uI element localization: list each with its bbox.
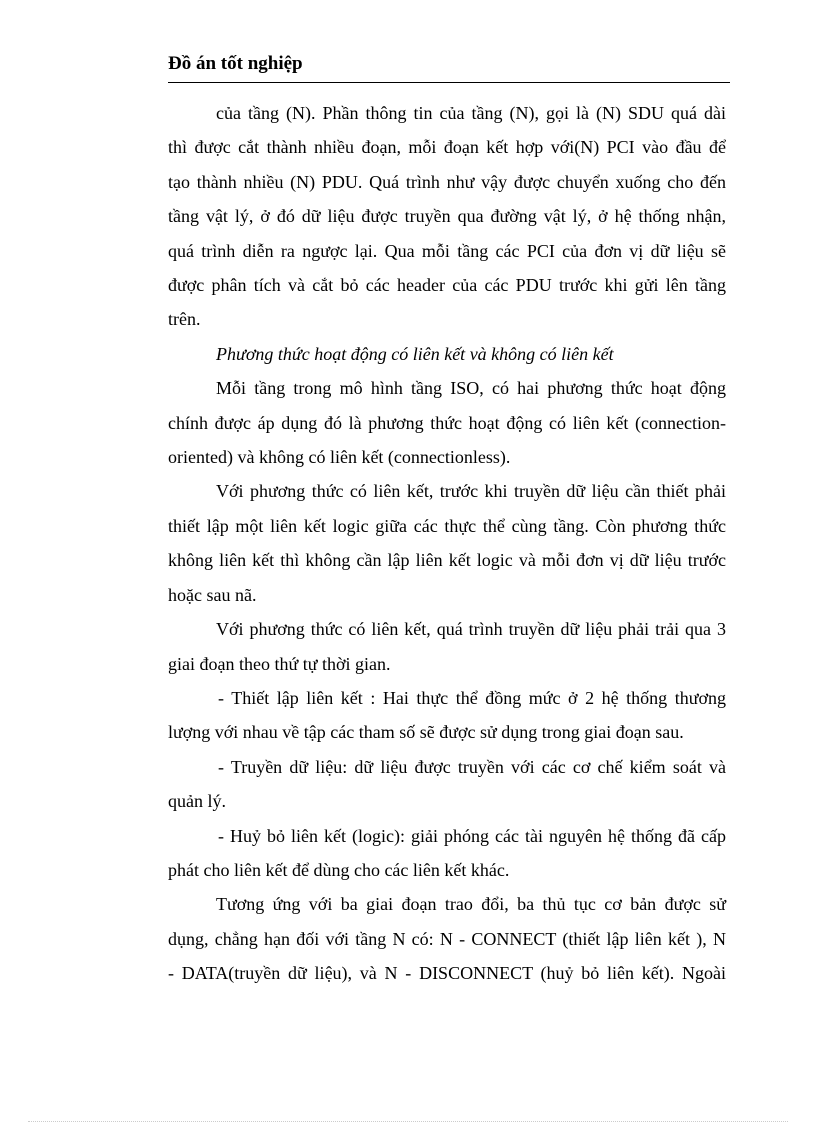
text-line: oriented) và không có liên kết (connectionless). [168, 447, 511, 468]
text-line: Phương thức hoạt động có liên kết và không có liên kết [216, 343, 614, 364]
text-line: tầng vật lý, ở đó dữ liệu được truyền qua đường vật lý, ở hệ thống nhận, [168, 206, 726, 227]
list-item [168, 750, 726, 819]
text-line: Với phương thức có liên kết, quá trình truyền dữ liệu phải trải qua 3 [216, 619, 726, 640]
text-line: thiết lập một liên kết logic giữa các thực thể cùng tầng. Còn phương thức [168, 515, 726, 536]
text-line: - DATA(truyền dữ liệu), và N - DISCONNECT (huỷ bỏ liên kết). Ngoài [168, 963, 726, 984]
text-line: quản lý. [168, 791, 226, 812]
text-line: thì được cắt thành nhiều đoạn, mỗi đoạn kết hợp với(N) PCI vào đầu để [168, 137, 726, 158]
text-line: dụng, chẳng hạn đối với tầng N có: N - CONNECT (thiết lập liên kết ), N [168, 928, 726, 949]
text-line: giai đoạn theo thứ tự thời gian. [168, 653, 391, 674]
page-title: Đồ án tốt nghiệp [168, 53, 303, 74]
paragraph [168, 371, 726, 474]
text-line: trên. [168, 309, 201, 330]
section-subheading [168, 337, 726, 371]
text-line: không liên kết thì không cần lập liên kết logic và mỗi đơn vị dữ liệu trước [168, 550, 726, 571]
paragraph [168, 887, 726, 990]
list-item [168, 819, 726, 888]
text-line: phát cho liên kết để dùng cho các liên kết khác. [168, 859, 510, 880]
page-bottom-border [28, 1121, 788, 1122]
text-line: tạo thành nhiều (N) PDU. Quá trình như vậy được chuyển xuống cho đến [168, 171, 726, 192]
paragraph [168, 612, 726, 681]
text-line: - Huỷ bỏ liên kết (logic): giải phóng các tài nguyên hệ thống đã cấp [218, 825, 726, 846]
text-line: Với phương thức có liên kết, trước khi truyền dữ liệu cần thiết phải [216, 481, 726, 502]
text-line: lượng với nhau về tập các tham số sẽ được sử dụng trong giai đoạn sau. [168, 722, 684, 743]
text-line: Tương ứng với ba giai đoạn trao đổi, ba thủ tục cơ bản được sử [216, 894, 726, 915]
paragraph [168, 474, 726, 612]
text-line: chính được áp dụng đó là phương thức hoạt động có liên kết (connection- [168, 412, 726, 433]
text-line: hoặc sau nã. [168, 584, 257, 605]
text-line: Mỗi tầng trong mô hình tầng ISO, có hai phương thức hoạt động [216, 378, 726, 399]
text-line: của tầng (N). Phần thông tin của tầng (N), gọi là (N) SDU quá dài [216, 103, 726, 123]
page-header [168, 50, 730, 83]
list-item [168, 681, 726, 750]
paragraph [168, 96, 726, 337]
text-line: - Truyền dữ liệu: dữ liệu được truyền với các cơ chế kiểm soát và [218, 756, 726, 777]
text-line: quá trình diễn ra ngược lại. Qua mỗi tầng các PCI của đơn vị dữ liệu sẽ [168, 240, 726, 261]
document-body [168, 96, 726, 991]
text-line: được phân tích và cắt bỏ các header của các PDU trước khi gửi lên tầng [168, 275, 726, 296]
text-line: - Thiết lập liên kết : Hai thực thể đồng mức ở 2 hệ thống thương [218, 687, 726, 708]
